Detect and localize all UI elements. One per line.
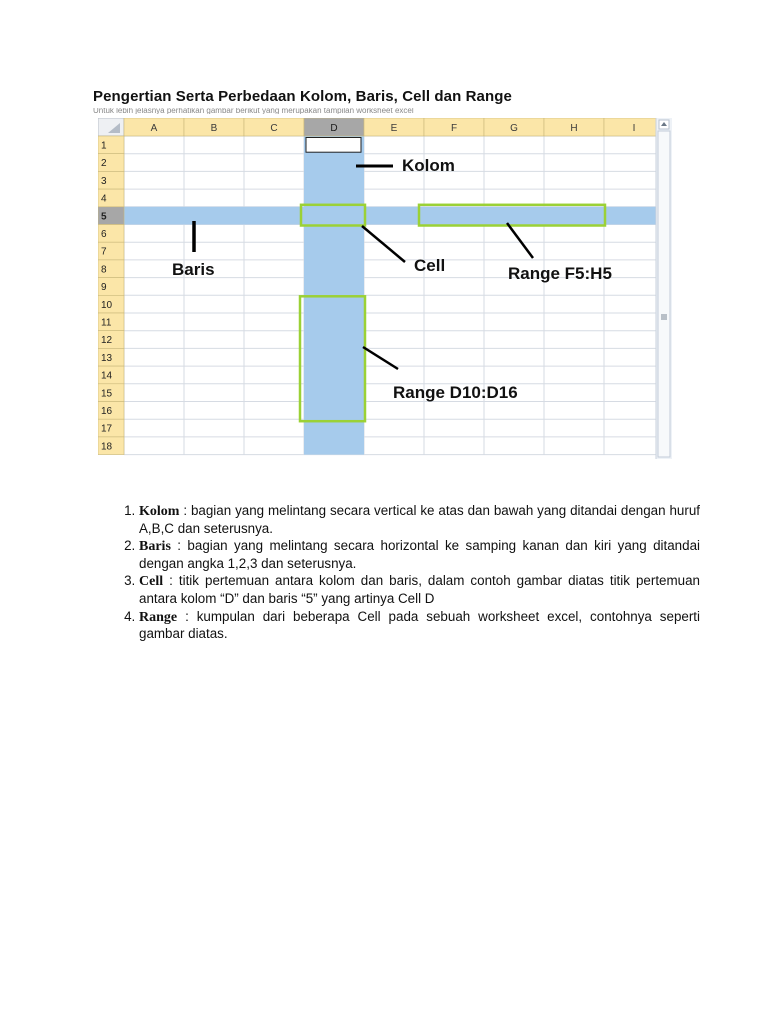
column-header-i[interactable] xyxy=(604,118,656,136)
kolom-label: Kolom xyxy=(402,156,455,175)
row-header-label: 12 xyxy=(101,335,113,347)
row-header-label: 4 xyxy=(101,193,107,205)
column-header-label: I xyxy=(632,123,636,134)
column-header-label: C xyxy=(270,123,278,134)
definition-term: Baris xyxy=(139,539,171,555)
row-header-label: 1 xyxy=(101,140,107,152)
spreadsheet-image xyxy=(98,118,672,464)
column-header-label: A xyxy=(150,123,158,134)
definition-term: Range xyxy=(139,609,178,625)
column-header-label: E xyxy=(390,123,398,134)
range-f5-h5-label: Range F5:H5 xyxy=(508,264,612,283)
definition-text: kumpulan dari beberapa Cell pada sebuah worksheet excel, contohnya seperti gambar diatas. xyxy=(139,608,700,642)
row-header-label: 18 xyxy=(101,441,113,453)
definition-term: Kolom xyxy=(139,504,180,519)
list-item: 4. Range : kumpulan dari beberapa Cell pada sebuah worksheet excel, contohnya seperti gambar diatas. xyxy=(139,609,700,643)
row-header-label: 5 xyxy=(101,211,107,223)
definition-list xyxy=(113,503,700,644)
column-header-label: H xyxy=(570,123,578,134)
row-header-label: 13 xyxy=(101,352,113,364)
spreadsheet-svg xyxy=(98,118,672,459)
definition-text: bagian yang melintang secara horizontal ke samping kanan dan kiri yang ditandai dengan angka 1,2,3 dan seterusnya. xyxy=(139,538,700,571)
row-header-label: 7 xyxy=(101,246,107,258)
active-cell xyxy=(306,138,361,153)
list-item: 2. Baris : bagian yang melintang secara horizontal ke samping kanan dan kiri yang ditandai dengan angka 1,2,3 dan seterusnya. xyxy=(139,538,700,572)
row-header-label: 2 xyxy=(101,158,107,170)
row-header-label: 6 xyxy=(101,229,107,240)
column-header-label: B xyxy=(210,123,218,134)
range-d10-d16-label: Range D10:D16 xyxy=(393,383,518,402)
definition-term: Cell xyxy=(139,574,164,590)
column-header-label: D xyxy=(330,123,338,134)
row-header-label: 10 xyxy=(101,299,113,311)
select-all-corner[interactable] xyxy=(98,118,124,136)
row-header-label: 11 xyxy=(101,317,112,329)
row-header-label: 9 xyxy=(101,282,107,294)
definition-text: bagian yang melintang secara vertical ke atas dan bawah yang ditandai dengan huruf A,B,C dan seterusnya. xyxy=(139,503,700,536)
vertical-scrollbar[interactable] xyxy=(656,118,672,459)
selected-row-highlight xyxy=(124,207,656,225)
row-header-label: 3 xyxy=(101,175,107,187)
row-header-label: 8 xyxy=(101,264,107,276)
column-header-label: G xyxy=(510,123,518,134)
row-header-label: 16 xyxy=(101,406,113,417)
column-header-label: F xyxy=(450,123,458,134)
row-header-label: 14 xyxy=(101,370,113,382)
list-item: 3. Cell : titik pertemuan antara kolom dan baris, dalam contoh gambar diatas titik pertemuan antara kolom “D” dan baris “5” yang artinya Cell D xyxy=(139,573,700,607)
baris-label: Baris xyxy=(172,260,215,279)
page-subtitle-clipped: Untuk lebih jelasnya perhatikan gambar berikut yang merupakan tampilan worksheet excel xyxy=(93,108,414,114)
page-title: Pengertian Serta Perbedaan Kolom, Baris, Cell dan Range xyxy=(93,88,512,105)
row-header-label: 17 xyxy=(101,423,113,435)
row-header-label: 15 xyxy=(101,388,113,400)
list-item: 1. Kolom : bagian yang melintang secara vertical ke atas dan bawah yang ditandai dengan huruf A,B,C dan seterusnya. xyxy=(139,503,700,537)
cell-label: Cell xyxy=(414,256,446,275)
definition-text: titik pertemuan antara kolom dan baris, dalam contoh gambar diatas titik pertemuan antara kolom “D” dan baris “5” yang artinya Cell D xyxy=(139,573,700,606)
